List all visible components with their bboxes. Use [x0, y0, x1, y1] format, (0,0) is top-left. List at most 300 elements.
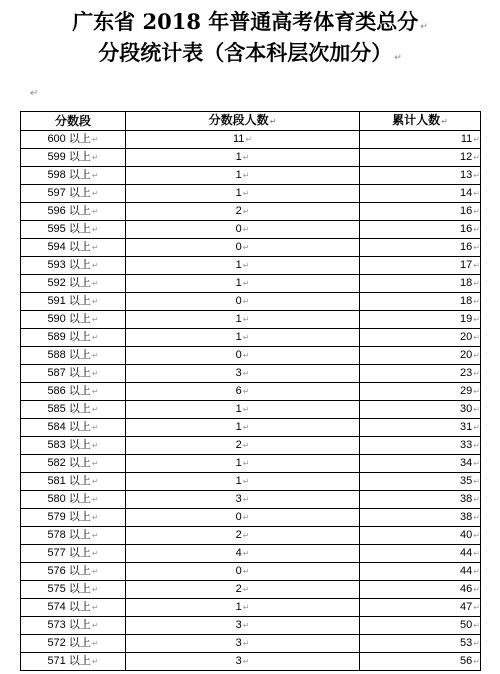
count-cell-value: 6: [235, 385, 242, 397]
cell-mark-icon: ↵: [242, 261, 250, 270]
score-cell: [21, 437, 126, 455]
cell-mark-icon: ↵: [242, 567, 250, 576]
score-cell: [21, 509, 126, 527]
score-cell: [21, 419, 126, 437]
score-cell: [21, 545, 126, 563]
cell-mark-icon: ↵: [242, 153, 250, 162]
cumulative-cell: [360, 455, 481, 473]
cell-mark-icon: ↵: [91, 441, 99, 450]
cell-mark-icon: ↵: [473, 315, 480, 324]
score-cell: [21, 167, 126, 185]
cumulative-cell-value: 14: [460, 187, 473, 199]
score-cell: [21, 329, 126, 347]
table-row: [21, 203, 481, 221]
cell-mark-icon: ↵: [91, 567, 99, 576]
table-row: [21, 257, 481, 275]
score-cell: [21, 581, 126, 599]
cumulative-cell-value: 50: [460, 619, 473, 631]
cell-mark-icon: ↵: [91, 297, 99, 306]
count-cell: [126, 455, 360, 473]
row-end-mark-icon: ·: [485, 439, 488, 448]
row-end-mark-icon: ·: [485, 403, 488, 412]
row-end-mark-icon: ·: [485, 511, 488, 520]
count-cell-value: 0: [235, 511, 242, 523]
score-cell: [21, 653, 126, 671]
score-cell: [21, 149, 126, 167]
count-cell-value: 1: [235, 601, 242, 613]
count-cell-value: 0: [235, 349, 242, 361]
cumulative-cell: [360, 473, 481, 491]
cell-mark-icon: ↵: [91, 639, 99, 648]
cumulative-cell: [360, 581, 481, 599]
score-cell-value: 571 以上: [47, 655, 91, 667]
row-end-mark-icon: ·: [485, 205, 488, 214]
count-cell: [126, 635, 360, 653]
score-cell: [21, 293, 126, 311]
score-cell: [21, 311, 126, 329]
cumulative-cell-value: 12: [460, 151, 473, 163]
paragraph-mark-icon: ↵: [394, 53, 402, 63]
count-cell-value: 1: [235, 331, 242, 343]
header-cumulative-label: 累计人数: [392, 113, 441, 127]
cell-mark-icon: ↵: [473, 459, 480, 468]
cell-mark-icon: ↵: [91, 657, 99, 666]
cell-mark-icon: ↵: [473, 261, 480, 270]
row-end-mark-icon: ·: [485, 295, 488, 304]
cell-mark-icon: ↵: [91, 207, 99, 216]
table-row: [21, 437, 481, 455]
cell-mark-icon: ↵: [242, 495, 250, 504]
header-score-label: 分数段: [54, 114, 91, 128]
cumulative-cell-value: 13: [460, 169, 473, 181]
cumulative-cell: [360, 221, 481, 239]
row-end-mark-icon: ·: [485, 385, 488, 394]
cumulative-cell-value: 53: [460, 637, 473, 649]
title-line-1-text: 广东省 2018 年普通高考体育类总分: [72, 9, 419, 34]
cell-mark-icon: ↵: [242, 549, 250, 558]
cumulative-cell-value: 19: [460, 313, 473, 325]
cell-mark-icon: ↵: [242, 657, 250, 666]
cell-mark-icon: ↵: [91, 279, 99, 288]
cell-mark-icon: ↵: [91, 243, 99, 252]
cell-mark-icon: ↵: [473, 225, 480, 234]
score-cell: [21, 563, 126, 581]
table-row: [21, 473, 481, 491]
row-end-mark-icon: ·: [485, 529, 488, 538]
score-cell-value: 572 以上: [47, 637, 91, 649]
table-row: [21, 581, 481, 599]
cell-mark-icon: ↵: [91, 261, 99, 270]
table-row: [21, 527, 481, 545]
cell-mark-icon: ↵: [473, 351, 480, 360]
cell-mark-icon: ↵: [473, 567, 480, 576]
cell-mark-icon: ↵: [91, 189, 99, 198]
cumulative-cell-value: 29: [460, 385, 473, 397]
cumulative-cell: [360, 491, 481, 509]
cell-mark-icon: ↵: [242, 279, 250, 288]
row-end-mark-icon: ·: [485, 313, 488, 322]
cell-mark-icon: ↵: [473, 207, 480, 216]
cumulative-cell: [360, 149, 481, 167]
count-cell-value: 3: [235, 367, 242, 379]
count-cell-value: 4: [235, 547, 242, 559]
score-cell-value: 590 以上: [47, 313, 91, 325]
cumulative-cell-value: 56: [460, 655, 473, 667]
cumulative-cell: [360, 329, 481, 347]
cell-mark-icon: ↵: [242, 423, 250, 432]
document-title-line-2: [0, 37, 500, 67]
cumulative-cell-value: 40: [460, 529, 473, 541]
count-cell-value: 1: [235, 403, 242, 415]
count-cell-value: 3: [235, 637, 242, 649]
score-cell-value: 584 以上: [47, 421, 91, 433]
cumulative-cell-value: 23: [460, 367, 473, 379]
row-end-mark-icon: ·: [485, 547, 488, 556]
cumulative-cell: [360, 131, 481, 149]
row-end-mark-icon: ·: [485, 565, 488, 574]
score-cell-value: 592 以上: [47, 277, 91, 289]
score-cell-value: 599 以上: [47, 151, 91, 163]
table-body: [21, 131, 481, 671]
cell-mark-icon: ↵: [242, 639, 250, 648]
count-cell-value: 0: [235, 565, 242, 577]
cell-mark-icon: ↵: [91, 387, 99, 396]
table-row: [21, 347, 481, 365]
score-cell: [21, 221, 126, 239]
cumulative-cell-value: 33: [460, 439, 473, 451]
cumulative-cell: [360, 257, 481, 275]
count-cell-value: 2: [235, 439, 242, 451]
row-end-mark-icon: ·: [485, 493, 488, 502]
count-cell-value: 3: [235, 493, 242, 505]
cumulative-cell: [360, 383, 481, 401]
cumulative-cell-value: 16: [460, 223, 473, 235]
cell-mark-icon: ↵: [473, 369, 480, 378]
cumulative-cell-value: 30: [460, 403, 473, 415]
row-end-mark-icon: ·: [485, 169, 488, 178]
cumulative-cell-value: 16: [460, 241, 473, 253]
count-cell: [126, 419, 360, 437]
table-row: [21, 365, 481, 383]
cell-mark-icon: ↵: [91, 603, 99, 612]
cell-mark-icon: ↵: [242, 171, 250, 180]
cell-mark-icon: ↵: [242, 243, 250, 252]
count-cell: [126, 491, 360, 509]
cumulative-cell: [360, 437, 481, 455]
cell-mark-icon: ↵: [473, 621, 480, 630]
count-cell-value: 2: [235, 529, 242, 541]
cell-mark-icon: ↵: [473, 513, 480, 522]
count-cell: [126, 149, 360, 167]
score-cell-value: 600 以上: [47, 133, 91, 145]
table-row: [21, 617, 481, 635]
count-cell: [126, 347, 360, 365]
cell-mark-icon: ↵: [473, 279, 480, 288]
cell-mark-icon: ↵: [242, 189, 250, 198]
row-end-mark-icon: ·: [485, 223, 488, 232]
row-end-mark-icon: ·: [485, 241, 488, 250]
cumulative-cell: [360, 239, 481, 257]
header-count-label: 分数段人数: [208, 113, 269, 127]
cell-mark-icon: ↵: [242, 513, 250, 522]
cell-mark-icon: ↵: [242, 621, 250, 630]
cell-mark-icon: ↵: [473, 243, 480, 252]
cumulative-cell-value: 46: [460, 583, 473, 595]
score-cell-value: 585 以上: [47, 403, 91, 415]
cell-mark-icon: ↵: [245, 135, 253, 144]
cell-mark-icon: ↵: [242, 351, 250, 360]
count-cell: [126, 131, 360, 149]
cumulative-cell: [360, 617, 481, 635]
table-row: [21, 239, 481, 257]
cell-mark-icon: ↵: [473, 153, 480, 162]
table-row: [21, 329, 481, 347]
count-cell-value: 1: [235, 457, 242, 469]
table-row: [21, 563, 481, 581]
cumulative-cell-value: 20: [460, 331, 473, 343]
table-header-row: [21, 112, 481, 131]
count-cell-value: 1: [235, 259, 242, 271]
score-cell-value: 588 以上: [47, 349, 91, 361]
count-cell: [126, 167, 360, 185]
count-cell: [126, 329, 360, 347]
cumulative-cell: [360, 293, 481, 311]
count-cell: [126, 527, 360, 545]
score-distribution-table: [20, 111, 481, 671]
count-cell: [126, 185, 360, 203]
row-end-mark-icon: ·: [485, 421, 488, 430]
table-row: [21, 185, 481, 203]
count-cell: [126, 221, 360, 239]
cumulative-cell: [360, 599, 481, 617]
cell-mark-icon: ↵: [473, 477, 480, 486]
score-cell-value: 583 以上: [47, 439, 91, 451]
score-cell-value: 589 以上: [47, 331, 91, 343]
cell-mark-icon: ↵: [91, 621, 99, 630]
count-cell: [126, 239, 360, 257]
cell-mark-icon: ↵: [441, 117, 448, 126]
cumulative-cell-value: 38: [460, 511, 473, 523]
count-cell-value: 1: [235, 475, 242, 487]
cell-mark-icon: ↵: [91, 549, 99, 558]
cell-mark-icon: ↵: [242, 531, 250, 540]
count-cell: [126, 617, 360, 635]
cumulative-cell: [360, 545, 481, 563]
count-cell: [126, 383, 360, 401]
score-cell: [21, 203, 126, 221]
table-row: [21, 653, 481, 671]
table-row: [21, 311, 481, 329]
cumulative-cell-value: 44: [460, 547, 473, 559]
count-cell: [126, 509, 360, 527]
row-end-mark-icon: ·: [485, 619, 488, 628]
paragraph-mark-icon: ↵: [420, 22, 428, 32]
header-count: [126, 112, 360, 131]
score-cell: [21, 491, 126, 509]
cell-mark-icon: ↵: [473, 333, 480, 342]
table-row: [21, 131, 481, 149]
score-cell-value: 578 以上: [47, 529, 91, 541]
row-end-mark-icon: ·: [485, 151, 488, 160]
score-cell-value: 574 以上: [47, 601, 91, 613]
count-cell-value: 1: [235, 169, 242, 181]
count-cell-value: 1: [235, 151, 242, 163]
cell-mark-icon: ↵: [91, 405, 99, 414]
cell-mark-icon: ↵: [91, 423, 99, 432]
count-cell: [126, 401, 360, 419]
cell-mark-icon: ↵: [473, 405, 480, 414]
count-cell-value: 1: [235, 277, 242, 289]
cell-mark-icon: ↵: [473, 531, 480, 540]
cumulative-cell-value: 18: [460, 277, 473, 289]
score-cell: [21, 635, 126, 653]
cell-mark-icon: ↵: [269, 117, 277, 126]
cumulative-cell-value: 31: [460, 421, 473, 433]
cumulative-cell-value: 20: [460, 349, 473, 361]
header-cumulative: [360, 112, 481, 131]
cell-mark-icon: ↵: [91, 225, 99, 234]
cell-mark-icon: ↵: [91, 171, 99, 180]
table-row: [21, 221, 481, 239]
count-cell-value: 1: [235, 187, 242, 199]
score-cell-value: 597 以上: [47, 187, 91, 199]
score-cell-value: 581 以上: [47, 475, 91, 487]
cell-mark-icon: ↵: [91, 369, 99, 378]
score-cell-value: 595 以上: [47, 223, 91, 235]
count-cell: [126, 437, 360, 455]
count-cell-value: 0: [235, 241, 242, 253]
table-row: [21, 635, 481, 653]
cumulative-cell: [360, 419, 481, 437]
cumulative-cell: [360, 365, 481, 383]
count-cell-value: 3: [235, 655, 242, 667]
score-cell-value: 596 以上: [47, 205, 91, 217]
score-cell: [21, 473, 126, 491]
count-cell-value: 0: [235, 295, 242, 307]
score-cell-value: 587 以上: [47, 367, 91, 379]
score-cell: [21, 383, 126, 401]
cell-mark-icon: ↵: [91, 315, 99, 324]
table-row: [21, 599, 481, 617]
score-cell: [21, 131, 126, 149]
cumulative-cell: [360, 275, 481, 293]
cell-mark-icon: ↵: [242, 369, 250, 378]
cell-mark-icon: ↵: [473, 423, 480, 432]
score-cell-value: 593 以上: [47, 259, 91, 271]
count-cell: [126, 311, 360, 329]
cumulative-cell-value: 18: [460, 295, 473, 307]
score-cell: [21, 185, 126, 203]
cell-mark-icon: ↵: [473, 135, 480, 144]
cell-mark-icon: ↵: [91, 135, 99, 144]
count-cell-value: 3: [235, 619, 242, 631]
row-end-mark-icon: ·: [485, 187, 488, 196]
table-row: [21, 545, 481, 563]
score-cell: [21, 275, 126, 293]
count-cell: [126, 545, 360, 563]
score-cell-value: 582 以上: [47, 457, 91, 469]
count-cell-value: 2: [235, 205, 242, 217]
score-cell: [21, 527, 126, 545]
count-cell: [126, 275, 360, 293]
cell-mark-icon: ↵: [91, 333, 99, 342]
document-title-line-1: [0, 6, 500, 36]
cell-mark-icon: ↵: [473, 297, 480, 306]
count-cell-value: 0: [235, 223, 242, 235]
cumulative-cell: [360, 203, 481, 221]
header-score: [21, 112, 126, 131]
cumulative-cell: [360, 653, 481, 671]
row-end-mark-icon: ·: [485, 133, 488, 142]
score-cell-value: 598 以上: [47, 169, 91, 181]
cell-mark-icon: ↵: [473, 387, 480, 396]
cell-mark-icon: ↵: [473, 495, 480, 504]
cell-mark-icon: ↵: [91, 531, 99, 540]
table-row: [21, 401, 481, 419]
cell-mark-icon: ↵: [242, 207, 250, 216]
row-end-mark-icon: ·: [485, 259, 488, 268]
row-end-mark-icon: ·: [485, 349, 488, 358]
score-cell-value: 573 以上: [47, 619, 91, 631]
score-cell: [21, 599, 126, 617]
score-cell: [21, 239, 126, 257]
table-row: [21, 383, 481, 401]
cell-mark-icon: ↵: [473, 441, 480, 450]
cumulative-cell: [360, 167, 481, 185]
cumulative-cell: [360, 635, 481, 653]
cell-mark-icon: ↵: [242, 333, 250, 342]
cell-mark-icon: ↵: [242, 477, 250, 486]
table-row: [21, 509, 481, 527]
cell-mark-icon: ↵: [473, 189, 480, 198]
cell-mark-icon: ↵: [242, 441, 250, 450]
cell-mark-icon: ↵: [91, 513, 99, 522]
cell-mark-icon: ↵: [473, 639, 480, 648]
score-cell-value: 591 以上: [47, 295, 91, 307]
cell-mark-icon: ↵: [473, 585, 480, 594]
cumulative-cell-value: 17: [460, 259, 473, 271]
cell-mark-icon: ↵: [91, 153, 99, 162]
cumulative-cell: [360, 347, 481, 365]
cumulative-cell: [360, 185, 481, 203]
row-end-mark-icon: ·: [485, 583, 488, 592]
count-cell: [126, 563, 360, 581]
table-row: [21, 149, 481, 167]
row-end-mark-icon: ·: [485, 637, 488, 646]
score-cell-value: 575 以上: [47, 583, 91, 595]
cumulative-cell-value: 16: [460, 205, 473, 217]
count-cell-value: 11: [232, 133, 245, 145]
score-cell-value: 577 以上: [47, 547, 91, 559]
count-cell: [126, 473, 360, 491]
row-end-mark-icon: ·: [485, 331, 488, 340]
table-row: [21, 167, 481, 185]
cell-mark-icon: ↵: [242, 225, 250, 234]
score-cell: [21, 365, 126, 383]
cell-mark-icon: ↵: [91, 477, 99, 486]
cell-mark-icon: ↵: [91, 459, 99, 468]
row-end-mark-icon: ·: [485, 457, 488, 466]
count-cell: [126, 653, 360, 671]
table-row: [21, 455, 481, 473]
count-cell: [126, 599, 360, 617]
cumulative-cell: [360, 401, 481, 419]
cell-mark-icon: ↵: [473, 657, 480, 666]
score-cell-value: 594 以上: [47, 241, 91, 253]
cell-mark-icon: ↵: [242, 585, 250, 594]
cell-mark-icon: ↵: [91, 351, 99, 360]
table-row: [21, 275, 481, 293]
